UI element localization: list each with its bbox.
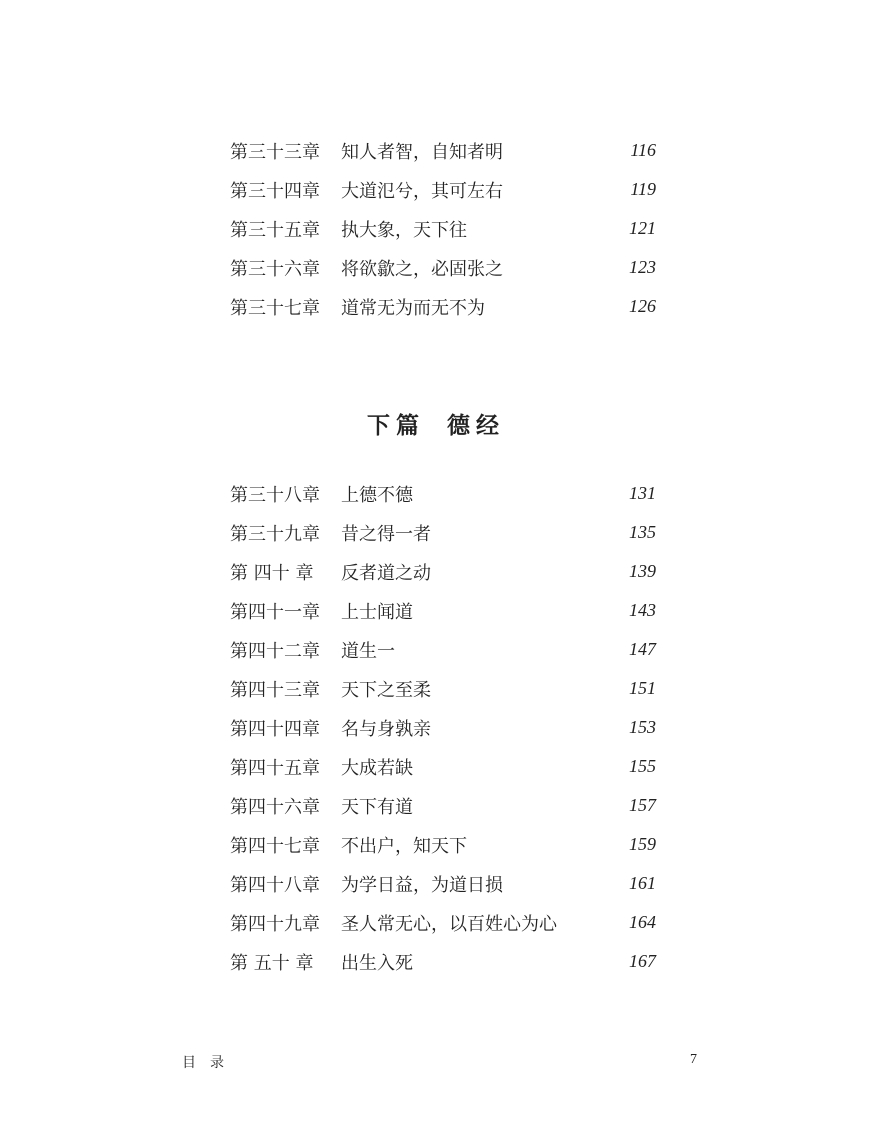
chapter-number: 第 五十 章 bbox=[230, 952, 314, 974]
chapter-title: 执大象，天下往 bbox=[341, 219, 467, 241]
chapter-title: 将欲歙之，必固张之 bbox=[341, 258, 503, 280]
page-number: 119 bbox=[630, 179, 656, 199]
chapter-number: 第四十三章 bbox=[230, 679, 320, 701]
page-number: 121 bbox=[629, 218, 656, 238]
chapter-title: 出生入死 bbox=[341, 952, 413, 974]
chapter-title: 不出户，知天下 bbox=[341, 835, 467, 857]
toc-entry[interactable] bbox=[230, 903, 660, 942]
toc-entry[interactable] bbox=[230, 170, 660, 209]
chapter-number: 第三十九章 bbox=[230, 523, 320, 545]
page-number: 157 bbox=[629, 795, 656, 815]
chapter-number: 第三十四章 bbox=[230, 180, 320, 202]
toc-entry[interactable] bbox=[230, 552, 660, 591]
chapter-title: 为学日益，为道日损 bbox=[341, 874, 503, 896]
toc-entry[interactable] bbox=[230, 513, 660, 552]
page-number: 151 bbox=[629, 678, 656, 698]
chapter-title: 反者道之动 bbox=[341, 562, 431, 584]
toc-entry[interactable] bbox=[230, 864, 660, 903]
toc-entry[interactable] bbox=[230, 825, 660, 864]
chapter-number: 第四十六章 bbox=[230, 796, 320, 818]
chapter-title: 知人者智，自知者明 bbox=[341, 141, 503, 163]
page-number: 147 bbox=[629, 639, 656, 659]
chapter-title: 天下之至柔 bbox=[341, 679, 431, 701]
toc-entry[interactable] bbox=[230, 248, 660, 287]
page-number: 116 bbox=[630, 140, 656, 160]
chapter-number: 第三十七章 bbox=[230, 297, 320, 319]
chapter-number: 第 四十 章 bbox=[230, 562, 314, 584]
chapter-title: 道常无为而无不为 bbox=[341, 297, 485, 319]
page-number: 164 bbox=[629, 912, 656, 932]
toc-entry[interactable] bbox=[230, 630, 660, 669]
toc-entry[interactable] bbox=[230, 131, 660, 170]
toc-entry[interactable] bbox=[230, 287, 660, 326]
chapter-number: 第四十七章 bbox=[230, 835, 320, 857]
page-number: 126 bbox=[629, 296, 656, 316]
footer-section-label: 目录 bbox=[182, 1055, 238, 1071]
chapter-title: 道生一 bbox=[341, 640, 395, 662]
page-number: 155 bbox=[629, 756, 656, 776]
chapter-title: 上士闻道 bbox=[341, 601, 413, 623]
toc-entry[interactable] bbox=[230, 669, 660, 708]
page-number: 123 bbox=[629, 257, 656, 277]
page-number: 135 bbox=[629, 522, 656, 542]
toc-entry[interactable] bbox=[230, 474, 660, 513]
chapter-number: 第三十六章 bbox=[230, 258, 320, 280]
toc-entry[interactable] bbox=[230, 786, 660, 825]
chapter-number: 第四十八章 bbox=[230, 874, 320, 896]
chapter-title: 天下有道 bbox=[341, 796, 413, 818]
page-number: 143 bbox=[629, 600, 656, 620]
chapter-title: 大道氾兮，其可左右 bbox=[341, 180, 503, 202]
chapter-title: 名与身孰亲 bbox=[341, 718, 431, 740]
page-number: 167 bbox=[629, 951, 656, 971]
chapter-number: 第三十三章 bbox=[230, 141, 320, 163]
chapter-number: 第四十一章 bbox=[230, 601, 320, 623]
toc-list-lower bbox=[230, 474, 660, 981]
toc-entry[interactable] bbox=[230, 708, 660, 747]
chapter-number: 第四十五章 bbox=[230, 757, 320, 779]
toc-entry[interactable] bbox=[230, 209, 660, 248]
chapter-number: 第三十五章 bbox=[230, 219, 320, 241]
section-title: 德经 bbox=[447, 412, 505, 439]
page-number: 153 bbox=[629, 717, 656, 737]
chapter-number: 第四十四章 bbox=[230, 718, 320, 740]
chapter-title: 圣人常无心，以百姓心为心 bbox=[341, 913, 557, 935]
toc-entry[interactable] bbox=[230, 747, 660, 786]
page-number: 139 bbox=[629, 561, 656, 581]
page-number: 159 bbox=[629, 834, 656, 854]
chapter-title: 大成若缺 bbox=[341, 757, 413, 779]
page-number: 161 bbox=[629, 873, 656, 893]
toc-entry[interactable] bbox=[230, 942, 660, 981]
chapter-title: 上德不德 bbox=[341, 484, 413, 506]
chapter-number: 第三十八章 bbox=[230, 484, 320, 506]
section-part-label: 下篇 bbox=[367, 412, 425, 439]
toc-list-upper bbox=[230, 131, 660, 326]
chapter-number: 第四十二章 bbox=[230, 640, 320, 662]
footer-page-number: 7 bbox=[690, 1052, 697, 1067]
section-heading bbox=[0, 407, 872, 440]
page-number: 131 bbox=[629, 483, 656, 503]
toc-entry[interactable] bbox=[230, 591, 660, 630]
chapter-title: 昔之得一者 bbox=[341, 523, 431, 545]
chapter-number: 第四十九章 bbox=[230, 913, 320, 935]
